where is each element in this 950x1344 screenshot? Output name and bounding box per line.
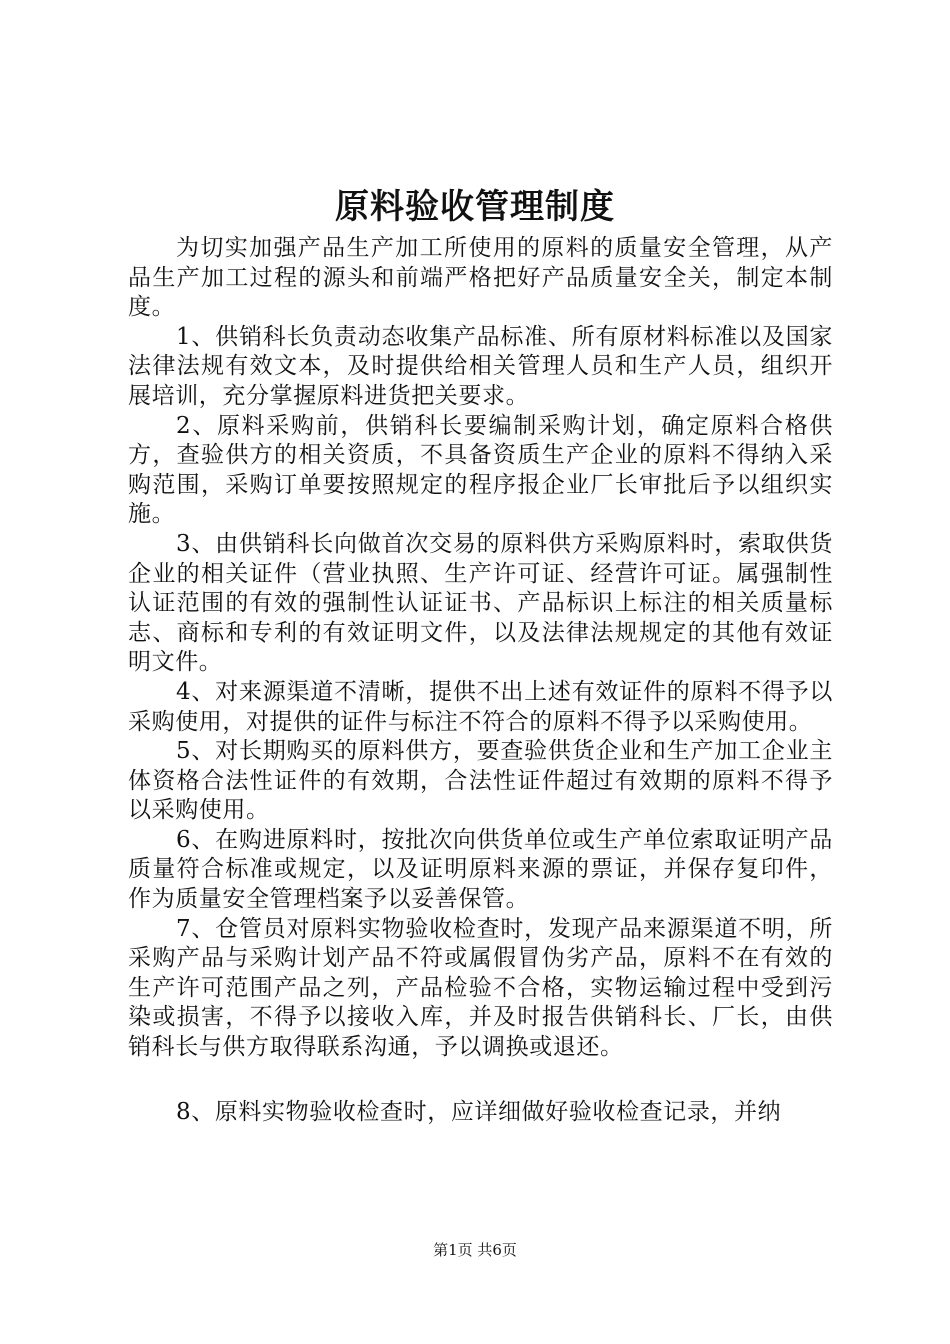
page-number-footer: 第1页 共6页 <box>433 1241 517 1259</box>
intro-paragraph: 为切实加强产品生产加工所使用的原料的质量安全管理，从产品生产加工过程的源头和前端严格把好产品质量安全关，制定本制度。 <box>128 235 833 321</box>
clause-6-paragraph: 6、在购进原料时，按批次向供货单位或生产单位索取证明产品质量符合标准或规定，以及证明原料来源的票证，并保存复印件，作为质量安全管理档案予以妥善保管。 <box>128 826 833 913</box>
clause-8-paragraph: 8、原料实物验收检查时，应详细做好验收检查记录，并纳 <box>176 1098 782 1125</box>
clause-5-paragraph: 5、对长期购买的原料供方，要查验供货企业和生产加工企业主体资格合法性证件的有效期，合法性证件超过有效期的原料不得予以采购使用。 <box>128 738 833 824</box>
clause-4-paragraph: 4、对来源渠道不清晰，提供不出上述有效证件的原料不得予以采购使用，对提供的证件与标注不符合的原料不得予以采购使用。 <box>128 678 833 735</box>
document-body <box>128 234 833 1127</box>
clause-1-paragraph: 1、供销科长负责动态收集产品标准、所有原材料标准以及国家法律法规有效文本，及时提供给相关管理人员和生产人员，组织开展培训，充分掌握原料进货把关要求。 <box>128 323 833 409</box>
clause-2-paragraph: 2、原料采购前，供销科长要编制采购计划，确定原料合格供方，查验供方的相关资质，不具备资质生产企业的原料不得纳入采购范围，采购订单要按照规定的程序报企业厂长审批后予以组织实施。 <box>128 412 833 528</box>
clause-7-paragraph: 7、仓管员对原料实物验收检查时，发现产品来源渠道不明，所采购产品与采购计划产品不符或属假冒伪劣产品，原料不在有效的生产许可范围产品之列，产品检验不合格，实物运输过程中受到污染或损害，不得予以接收入库，并及时报告供销科长、厂长，由供销科长与供方取得联系沟通，予以调换或退还。 <box>128 915 833 1061</box>
clause-3-paragraph: 3、由供销科长向做首次交易的原料供方采购原料时，索取供货企业的相关证件（营业执照、生产许可证、经营许可证。属强制性认证范围的有效的强制性认证证书、产品标识上标注的相关质量标志、商标和专利的有效证明文件，以及法律法规规定的其他有效证明文件。 <box>128 530 833 676</box>
document-title: 原料验收管理制度 <box>335 187 615 227</box>
